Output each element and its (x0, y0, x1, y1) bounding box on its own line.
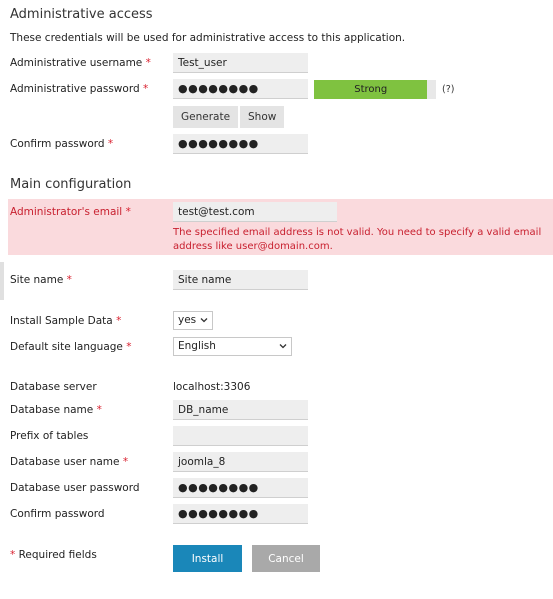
admin-email-label: Administrator's email * (10, 206, 131, 218)
prefix-row (0, 426, 553, 448)
language-row (0, 337, 553, 359)
db-password-input[interactable]: ●●●●●●●● (173, 478, 308, 498)
password-actions-row (0, 106, 553, 128)
password-strength-fill: Strong (314, 80, 427, 99)
required-marker: * (66, 274, 72, 286)
db-password-label: Database user password (10, 482, 140, 494)
admin-email-row (0, 202, 553, 224)
required-note: * Required fields (10, 549, 97, 561)
password-strength-meter (314, 80, 436, 99)
admin-email-input[interactable]: test@test.com (173, 202, 337, 222)
db-server-label: Database server (10, 381, 97, 393)
show-password-button[interactable]: Show (240, 106, 284, 128)
db-name-row (0, 400, 553, 422)
sample-data-label: Install Sample Data * (10, 315, 122, 327)
required-marker: * (122, 456, 129, 468)
cancel-button[interactable]: Cancel (252, 545, 320, 572)
required-marker: * (125, 206, 131, 218)
required-marker: * (116, 315, 122, 327)
db-name-input[interactable]: DB_name (173, 400, 308, 420)
prefix-label: Prefix of tables (10, 430, 89, 442)
db-server-row (0, 377, 553, 399)
sample-data-select[interactable] (173, 311, 213, 330)
chevron-down-icon (279, 342, 287, 350)
db-confirm-label: Confirm password (10, 508, 105, 520)
admin-password-label: Administrative password * (10, 83, 149, 95)
admin-description: These credentials will be used for administrative access to this application. (10, 32, 406, 44)
required-marker: * (10, 549, 16, 561)
admin-confirm-input[interactable]: ●●●●●●●● (173, 134, 308, 154)
db-password-row (0, 478, 553, 500)
language-label: Default site language * (10, 341, 132, 353)
language-select[interactable] (173, 337, 292, 356)
db-server-value: localhost:3306 (173, 381, 251, 393)
site-name-label: Site name * (10, 274, 72, 286)
site-name-row (0, 270, 553, 292)
db-name-label: Database name * (10, 404, 102, 416)
site-name-input[interactable]: Site name (173, 270, 308, 290)
required-marker: * (96, 404, 102, 416)
admin-username-input[interactable]: Test_user (173, 53, 308, 73)
install-button[interactable]: Install (173, 545, 242, 572)
required-marker: * (142, 83, 149, 95)
generate-password-button[interactable]: Generate (173, 106, 238, 128)
sample-data-row (0, 311, 553, 333)
admin-username-row (0, 53, 553, 75)
admin-confirm-row (0, 134, 553, 156)
admin-username-label: Administrative username * (10, 57, 151, 69)
admin-confirm-label: Confirm password * (10, 138, 114, 150)
required-marker: * (107, 138, 114, 150)
email-error-message: The specified email address is not valid. You need to specify a valid email address like user@domain.com. (173, 227, 542, 252)
admin-password-input[interactable]: ●●●●●●●● (173, 79, 308, 99)
db-confirm-input[interactable]: ●●●●●●●● (173, 504, 308, 524)
language-value: English (178, 340, 216, 352)
db-user-label: Database user name * (10, 456, 129, 468)
required-marker: * (145, 57, 151, 69)
main-section-title: Main configuration (10, 177, 132, 192)
admin-section-title: Administrative access (10, 7, 153, 22)
db-user-row (0, 452, 553, 474)
chevron-down-icon (200, 316, 208, 324)
db-user-input[interactable]: joomla_8 (173, 452, 308, 472)
prefix-input[interactable] (173, 426, 308, 446)
admin-password-row (0, 79, 553, 101)
password-help-link[interactable]: (?) (442, 84, 455, 95)
required-marker: * (126, 341, 132, 353)
sample-data-value: yes (178, 314, 197, 326)
db-confirm-row (0, 504, 553, 526)
